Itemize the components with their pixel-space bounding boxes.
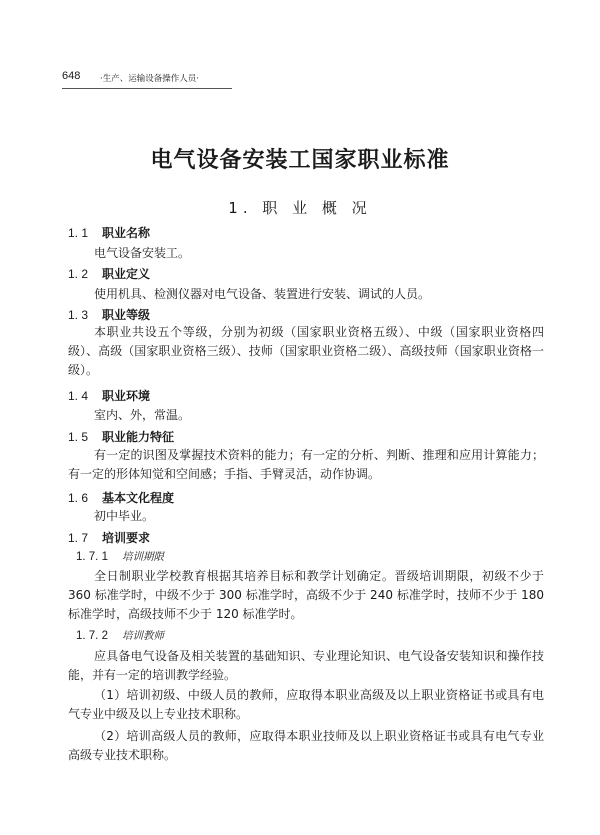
section-body-1-6: 初中毕业。	[94, 509, 155, 523]
section-title: 职业环境	[102, 389, 151, 403]
section-heading-1-7	[68, 529, 150, 546]
section-heading-1-3	[68, 306, 150, 323]
running-title: ·生产、运输设备操作人员·	[100, 74, 199, 84]
section-title: 基本文化程度	[102, 491, 175, 505]
subsection-title: 培训期限	[122, 551, 164, 563]
section-number: 1. 6	[68, 491, 89, 505]
section-title: 职业等级	[102, 308, 151, 322]
chapter-heading: 1. 职 业 概 况	[228, 199, 372, 217]
section-number: 1. 4	[68, 389, 89, 403]
section-body-1-5: 有一定的识图及掌握技术资料的能力；有一定的分析、判断、推理和应用计算能力；有一定的形体知觉和空间感；手指、手臂灵活，动作协调。	[68, 448, 544, 481]
section-title: 职业名称	[102, 226, 151, 240]
section-body-1-7-2: 应具备电气设备及相关装置的基础知识、专业理论知识、电气设备安装知识和操作技能，并有一定的培训教学经验。	[68, 649, 544, 682]
running-header	[62, 70, 232, 89]
section-body-1-7-2-item-1: （1）培训初级、中级人员的教师，应取得本职业高级及以上职业资格证书或具有电气专业中级及以上专业技术职称。	[68, 688, 544, 721]
subsection-number: 1. 7. 1	[76, 551, 108, 563]
page-number: 648	[62, 70, 81, 82]
section-heading-1-4	[68, 387, 150, 404]
subsection-number: 1. 7. 2	[76, 630, 108, 642]
subsection-title: 培训教师	[122, 630, 164, 642]
section-number: 1. 1	[68, 226, 89, 240]
section-body-1-2: 使用机具、检测仪器对电气设备、装置进行安装、调试的人员。	[94, 287, 431, 301]
section-heading-1-2	[68, 265, 150, 282]
section-body-1-3: 本职业共设五个等级，分别为初级（国家职业资格五级）、中级（国家职业资格四级）、高级（国家职业资格三级）、技师（国家职业资格二级）、高级技师（国家职业资格一级）。	[68, 325, 544, 377]
section-number: 1. 2	[68, 267, 89, 281]
section-title: 职业定义	[102, 267, 151, 281]
subsection-heading-1-7-2	[76, 628, 164, 643]
section-number: 1. 5	[68, 430, 89, 444]
section-body-1-4: 室内、外，常温。	[94, 408, 191, 422]
section-heading-1-5	[68, 428, 174, 445]
section-number: 1. 3	[68, 308, 89, 322]
subsection-heading-1-7-1	[76, 549, 164, 564]
document-title: 电气设备安装工国家职业标准	[150, 147, 450, 173]
section-title: 培训要求	[102, 531, 151, 545]
section-heading-1-6	[68, 489, 174, 506]
section-heading-1-1	[68, 224, 150, 241]
section-body-1-7-2-item-2: （2）培训高级人员的教师，应取得本职业技师及以上职业资格证书或具有电气专业高级专业技术职称。	[68, 729, 544, 762]
section-body-1-1: 电气设备安装工。	[94, 246, 191, 260]
section-title: 职业能力特征	[102, 430, 175, 444]
section-body-1-7-1: 全日制职业学校教育根据其培养目标和教学计划确定。晋级培训期限，初级不少于 360 标准学时，中级不少于 300 标准学时，高级不少于 240 标准学时，技师不少于 180 标准学时，高级技师不少于 120 标准学时。	[68, 569, 544, 621]
section-number: 1. 7	[68, 531, 89, 545]
